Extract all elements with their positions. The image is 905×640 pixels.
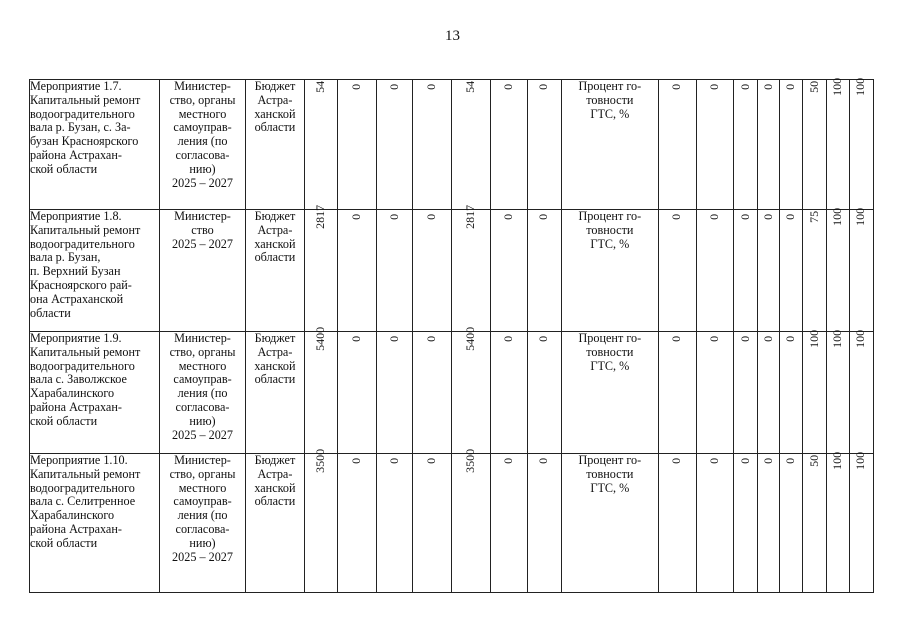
executor-cell-line: местного — [178, 480, 227, 495]
cost-cell-value: 0 — [424, 335, 439, 342]
event-cell — [30, 332, 160, 454]
indicator-value-cell-value: 0 — [669, 335, 684, 342]
indicator-cell-line: Процент го- — [578, 209, 642, 223]
event-cell-line: Мероприятие 1.8. — [30, 209, 122, 223]
executor-cell-line: ления (по — [177, 508, 228, 523]
event-cell — [30, 210, 160, 332]
cost-cell-value: 2817 — [312, 204, 327, 229]
indicator-value-cell — [696, 210, 733, 332]
indicator-value-cell — [734, 332, 758, 454]
cost-cell-value: 0 — [386, 335, 401, 342]
indicator-value-cell-value: 50 — [806, 454, 821, 467]
cost-cell-value: 5400 — [463, 326, 478, 351]
indicator-cell-line: товности — [586, 344, 634, 359]
executor-cell-line: Министер- — [174, 453, 231, 467]
indicator-cell-line: ГТС, % — [590, 236, 630, 251]
indicator-value-cell-value: 0 — [707, 335, 722, 342]
indicator-value-cell — [658, 80, 696, 210]
cost-cell-value: 3500 — [312, 448, 327, 473]
indicator-value-cell — [758, 332, 780, 454]
executor-cell — [159, 210, 246, 332]
indicator-value-cell-value: 0 — [707, 457, 722, 464]
executor-cell — [159, 80, 246, 210]
indicator-value-cell-value: 0 — [737, 213, 752, 220]
indicator-value-cell — [658, 454, 696, 593]
indicator-value-cell — [780, 454, 803, 593]
indicator-value-cell-value: 0 — [760, 83, 775, 90]
indicator-value-cell-value: 100 — [829, 77, 844, 96]
cost-cell-value: 0 — [500, 213, 515, 220]
executor-cell-line: 2025 – 2027 — [172, 427, 233, 442]
event-cell-line: вала р. Бузан, — [30, 250, 101, 265]
indicator-value-cell — [849, 451, 873, 593]
executor-cell-line: ство, органы — [169, 92, 236, 107]
cost-cell-value: 0 — [386, 213, 401, 220]
indicator-value-cell — [780, 332, 803, 454]
cost-cell-value: 3500 — [463, 448, 478, 473]
executor-cell-line: согласова- — [175, 521, 230, 536]
indicator-value-cell-value: 0 — [760, 335, 775, 342]
indicator-cell-line: Процент го- — [578, 79, 642, 93]
event-cell-line: вала с. Селитренное — [30, 494, 136, 509]
executor-cell-line: ство, органы — [169, 466, 236, 481]
cost-cell — [413, 210, 452, 332]
event-cell-line: Капитальный ремонт — [30, 92, 141, 107]
indicator-value-cell-value: 100 — [829, 451, 844, 470]
cost-cell — [337, 454, 376, 593]
executor-cell-line: ство — [191, 222, 214, 237]
executor-cell-line: самоуправ- — [173, 372, 232, 387]
funding-source-cell-line: Бюджет — [254, 331, 296, 345]
event-cell-line: ской области — [30, 413, 98, 428]
event-cell-line: водооградительного — [30, 358, 135, 373]
indicator-value-cell — [758, 210, 780, 332]
cost-cell — [304, 204, 337, 332]
event-cell-line: Мероприятие 1.7. — [30, 79, 122, 93]
indicator-value-cell — [803, 80, 826, 210]
funding-source-cell-line: области — [254, 372, 296, 387]
executor-cell-line: местного — [178, 106, 227, 121]
indicator-value-cell — [696, 80, 733, 210]
cost-cell — [452, 326, 490, 454]
cost-cell-value: 0 — [536, 457, 551, 464]
cost-cell-value: 0 — [536, 213, 551, 220]
indicator-cell-line: Процент го- — [578, 453, 642, 467]
executor-cell-line: ство, органы — [169, 344, 236, 359]
event-cell-line: вала с. Заволжское — [30, 372, 127, 387]
indicator-value-cell — [696, 332, 733, 454]
indicator-value-cell — [780, 80, 803, 210]
indicator-value-cell-value: 100 — [829, 329, 844, 348]
cost-cell-value: 54 — [312, 80, 327, 93]
executor-cell — [159, 454, 246, 593]
indicator-cell-line: товности — [586, 222, 634, 237]
indicator-value-cell-value: 75 — [806, 210, 821, 223]
indicator-value-cell — [803, 454, 826, 593]
indicator-value-cell-value: 100 — [853, 451, 868, 470]
funding-source-cell-line: области — [254, 120, 296, 135]
indicator-value-cell — [696, 454, 733, 593]
cost-cell — [527, 454, 561, 593]
indicator-value-cell-value: 0 — [669, 83, 684, 90]
cost-cell — [377, 332, 413, 454]
funding-source-cell-line: ханской — [254, 358, 296, 373]
indicator-value-cell — [826, 207, 849, 332]
funding-source-cell-line: Бюджет — [254, 79, 296, 93]
executor-cell-line: 2025 – 2027 — [172, 175, 233, 190]
executor-cell-line: согласова- — [175, 399, 230, 414]
indicator-cell — [562, 80, 659, 210]
indicator-value-cell — [734, 454, 758, 593]
executor-cell-line: Министер- — [174, 209, 231, 223]
cost-cell — [337, 210, 376, 332]
indicator-value-cell-value: 0 — [783, 213, 798, 220]
cost-cell-value: 0 — [424, 83, 439, 90]
cost-cell — [527, 80, 561, 210]
table-row — [30, 80, 874, 210]
indicator-value-cell — [849, 77, 873, 210]
cost-cell — [413, 332, 452, 454]
indicator-value-cell — [803, 329, 826, 454]
indicator-value-cell — [849, 207, 873, 332]
executor-cell-line: согласова- — [175, 147, 230, 162]
executor-cell-line: 2025 – 2027 — [172, 236, 233, 251]
executor-cell-line: самоуправ- — [173, 494, 232, 509]
funding-source-cell-line: области — [254, 494, 296, 509]
event-cell-line: она Астраханской — [30, 291, 124, 306]
executor-cell-line: 2025 – 2027 — [172, 549, 233, 564]
indicator-value-cell — [780, 210, 803, 332]
indicator-cell — [562, 210, 659, 332]
indicator-value-cell-value: 0 — [737, 83, 752, 90]
executor-cell-line: нию) — [189, 413, 216, 428]
indicator-value-cell — [826, 77, 849, 210]
cost-cell — [413, 454, 452, 593]
indicator-value-cell-value: 0 — [783, 83, 798, 90]
funding-source-cell — [246, 332, 304, 454]
event-cell-line: водооградительного — [30, 236, 135, 251]
funding-source-cell-line: области — [254, 250, 296, 265]
table-row — [30, 332, 874, 454]
executor-cell-line: ления (по — [177, 386, 228, 401]
executor-cell — [159, 332, 246, 454]
indicator-value-cell-value: 0 — [737, 457, 752, 464]
cost-cell-value: 0 — [500, 83, 515, 90]
event-cell-line: Капитальный ремонт — [30, 344, 141, 359]
event-cell-line: Харабалинского — [30, 508, 115, 523]
funding-source-cell-line: Астра- — [257, 344, 293, 359]
cost-cell — [452, 448, 490, 593]
cost-cell — [452, 204, 490, 332]
event-cell-line: района Астрахан- — [30, 399, 122, 414]
cost-cell — [490, 454, 527, 593]
event-cell-line: Капитальный ремонт — [30, 466, 141, 481]
event-cell-line: п. Верхний Бузан — [30, 264, 121, 279]
executor-cell-line: ления (по — [177, 134, 228, 149]
event-cell-line: области — [30, 305, 71, 320]
event-cell-line: Капитальный ремонт — [30, 222, 141, 237]
cost-cell-value: 0 — [349, 213, 364, 220]
funding-source-cell-line: ханской — [254, 236, 296, 251]
event-cell — [30, 80, 160, 210]
cost-cell-value: 54 — [463, 80, 478, 93]
funding-source-cell-line: ханской — [254, 480, 296, 495]
cost-cell — [377, 454, 413, 593]
cost-cell — [527, 332, 561, 454]
event-cell-line: вала р. Бузан, с. За- — [30, 120, 131, 135]
indicator-value-cell — [758, 80, 780, 210]
cost-cell — [304, 326, 337, 454]
cost-cell-value: 0 — [500, 457, 515, 464]
event-cell-line: Харабалинского — [30, 386, 115, 401]
indicator-value-cell-value: 50 — [806, 80, 821, 93]
indicator-value-cell-value: 0 — [760, 213, 775, 220]
event-cell-line: Красноярского рай- — [30, 277, 132, 292]
cost-cell-value: 2817 — [463, 204, 478, 229]
indicator-cell — [562, 332, 659, 454]
indicator-value-cell-value: 100 — [829, 207, 844, 226]
event-cell-line: водооградительного — [30, 480, 135, 495]
funding-source-cell — [246, 454, 304, 593]
cost-cell-value: 0 — [424, 213, 439, 220]
indicator-value-cell-value: 0 — [669, 213, 684, 220]
cost-cell — [304, 448, 337, 593]
event-cell-line: Мероприятие 1.9. — [30, 331, 122, 345]
indicator-value-cell-value: 0 — [783, 457, 798, 464]
cost-cell — [490, 210, 527, 332]
cost-cell-value: 0 — [386, 457, 401, 464]
event-cell-line: водооградительного — [30, 106, 135, 121]
event-cell-line: ской области — [30, 161, 98, 176]
indicator-value-cell-value: 100 — [853, 207, 868, 226]
funding-source-cell — [246, 80, 304, 210]
cost-cell-value: 5400 — [312, 326, 327, 351]
funding-source-cell-line: Бюджет — [254, 453, 296, 467]
funding-source-cell-line: ханской — [254, 106, 296, 121]
indicator-value-cell — [734, 210, 758, 332]
indicator-value-cell — [658, 210, 696, 332]
cost-cell-value: 0 — [424, 457, 439, 464]
executor-cell-line: нию) — [189, 535, 216, 550]
indicator-cell-line: ГТС, % — [590, 480, 630, 495]
indicator-value-cell — [803, 210, 826, 332]
indicator-value-cell-value: 0 — [707, 213, 722, 220]
indicator-value-cell-value: 100 — [853, 77, 868, 96]
indicator-cell — [562, 454, 659, 593]
event-cell-line: района Астрахан- — [30, 147, 122, 162]
indicator-cell-line: ГТС, % — [590, 358, 630, 373]
cost-cell — [377, 210, 413, 332]
indicator-value-cell — [734, 80, 758, 210]
event-cell-line: бузан Красноярского — [30, 134, 139, 149]
indicator-value-cell — [849, 329, 873, 454]
indicator-value-cell-value: 0 — [707, 83, 722, 90]
cost-cell-value: 0 — [500, 335, 515, 342]
executor-cell-line: самоуправ- — [173, 120, 232, 135]
cost-cell — [527, 210, 561, 332]
cost-cell-value: 0 — [386, 83, 401, 90]
cost-cell — [413, 80, 452, 210]
indicator-cell-line: Процент го- — [578, 331, 642, 345]
executor-cell-line: Министер- — [174, 79, 231, 93]
cost-cell — [452, 80, 490, 210]
executor-cell-line: местного — [178, 358, 227, 373]
funding-source-cell-line: Астра- — [257, 222, 293, 237]
funding-source-cell — [246, 210, 304, 332]
cost-cell-value: 0 — [349, 335, 364, 342]
cost-cell — [490, 332, 527, 454]
table-row — [30, 454, 874, 593]
indicator-value-cell-value: 0 — [783, 335, 798, 342]
cost-cell-value: 0 — [349, 83, 364, 90]
cost-cell — [304, 80, 337, 210]
indicator-value-cell — [658, 332, 696, 454]
cost-cell — [337, 80, 376, 210]
executor-cell-line: нию) — [189, 161, 216, 176]
indicator-value-cell — [826, 451, 849, 593]
indicator-cell-line: товности — [586, 466, 634, 481]
executor-cell-line: Министер- — [174, 331, 231, 345]
cost-cell — [377, 80, 413, 210]
indicator-value-cell-value: 0 — [669, 457, 684, 464]
funding-source-cell-line: Астра- — [257, 466, 293, 481]
program-table — [29, 79, 874, 593]
indicator-value-cell-value: 100 — [853, 329, 868, 348]
cost-cell — [337, 332, 376, 454]
event-cell-line: Мероприятие 1.10. — [30, 453, 128, 467]
indicator-value-cell-value: 0 — [737, 335, 752, 342]
event-cell-line: района Астрахан- — [30, 521, 122, 536]
cost-cell-value: 0 — [536, 83, 551, 90]
funding-source-cell-line: Астра- — [257, 92, 293, 107]
indicator-cell-line: ГТС, % — [590, 106, 630, 121]
indicator-value-cell-value: 0 — [760, 457, 775, 464]
cost-cell-value: 0 — [349, 457, 364, 464]
table-row — [30, 210, 874, 332]
indicator-value-cell — [758, 454, 780, 593]
indicator-value-cell — [826, 329, 849, 454]
funding-source-cell-line: Бюджет — [254, 209, 296, 223]
indicator-value-cell-value: 100 — [806, 329, 821, 348]
cost-cell — [490, 80, 527, 210]
page-number: 13 — [445, 28, 460, 44]
cost-cell-value: 0 — [536, 335, 551, 342]
event-cell-line: ской области — [30, 535, 98, 550]
indicator-cell-line: товности — [586, 92, 634, 107]
event-cell — [30, 454, 160, 593]
